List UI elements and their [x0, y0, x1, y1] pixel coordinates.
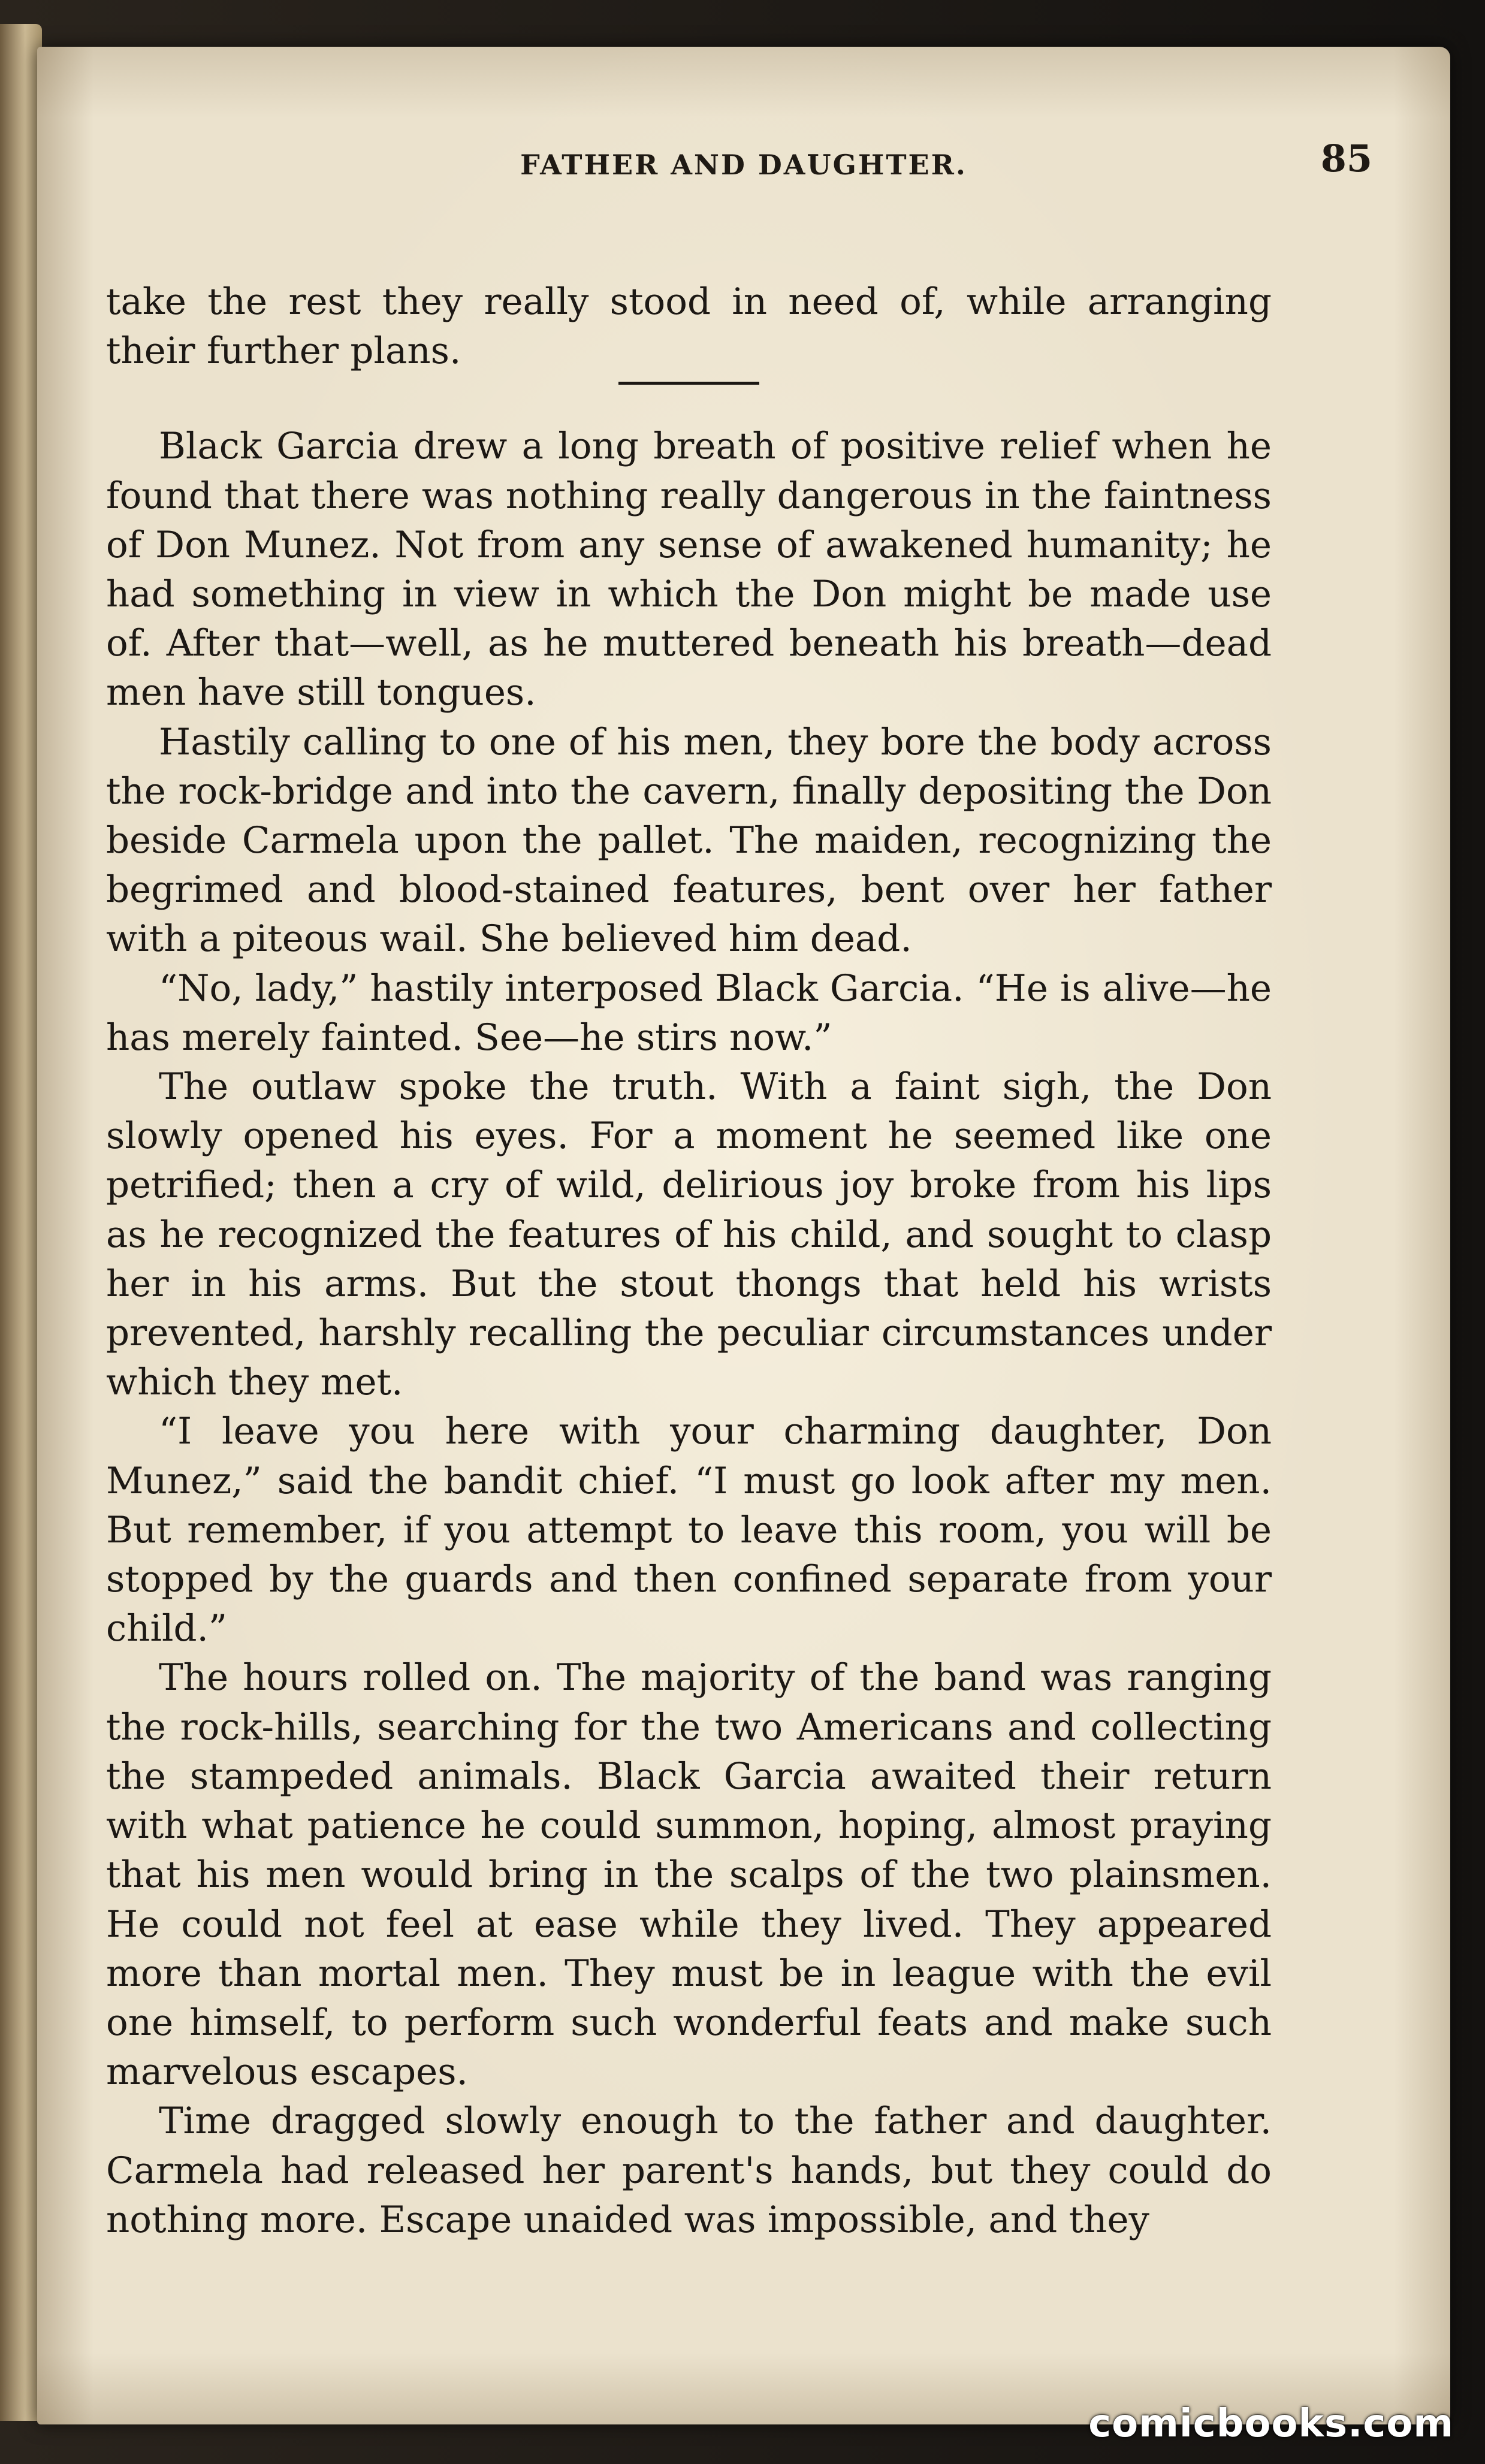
paragraph: Hastily calling to one of his men, they bore the body across the rock-bridge and into the cavern, finally depositing the Don beside Carmela upon the pallet. The maiden, recognizing the begrimed and blood-stained features, bent over her father with a piteous wail. She believed him dead.	[106, 720, 1272, 961]
running-head: FATHER AND DAUGHTER.	[520, 149, 967, 181]
paragraph: Black Garcia drew a long breath of positive relief when he found that there was nothing really dangerous in the faintness of Don Munez. Not from any sense of awakened humanity; he had something in view in which the Don might be made use of. After that—well, as he muttered beneath his breath—dead men have still tongues.	[106, 425, 1272, 714]
paragraph-continued: take the rest they really stood in need of, while arranging their further plans.	[106, 280, 1272, 373]
paragraph: “I leave you here with your charming daughter, Don Munez,” said the bandit chief. “I must go look after my men. But remember, if you attempt to leave this room, you will be stopped by the guards and then confined separate from your child.”	[106, 1410, 1272, 1650]
book-page	[37, 47, 1450, 2424]
paragraph: Time dragged slowly enough to the father and daughter. Carmela had released her parent's hands, but they could do nothing more. Escape unaided was impossible, and they	[106, 2100, 1272, 2241]
section-divider	[618, 382, 759, 385]
paragraph: The hours rolled on. The majority of the band was ranging the rock-hills, searching for the two Americans and collecting the stampeded animals. Black Garcia awaited their return with what patience he could summon, hoping, almost praying that his men would bring in the scalps of the two plainsmen. He could not feel at ease while they lived. They appeared more than mortal men. They must be in league with the evil one himself, to perform such wonderful feats and make such marvelous escapes.	[106, 1656, 1272, 2094]
site-watermark: comicbooks.com	[1088, 2402, 1454, 2446]
paragraph: “No, lady,” hastily interposed Black Garcia. “He is alive—he has merely fainted. See—he stirs now.”	[106, 967, 1272, 1059]
page-number: 85	[1320, 137, 1372, 180]
body-text	[106, 277, 1272, 2245]
previous-page-edge	[0, 24, 42, 2421]
paragraph: The outlaw spoke the truth. With a faint sigh, the Don slowly opened his eyes. For a moment he seemed like one petrified; then a cry of wild, delirious joy broke from his lips as he recognized the features of his child, and sought to clasp her in his arms. But the stout thongs that held his wrists prevented, harshly recalling the peculiar circumstances under which they met.	[106, 1065, 1272, 1404]
